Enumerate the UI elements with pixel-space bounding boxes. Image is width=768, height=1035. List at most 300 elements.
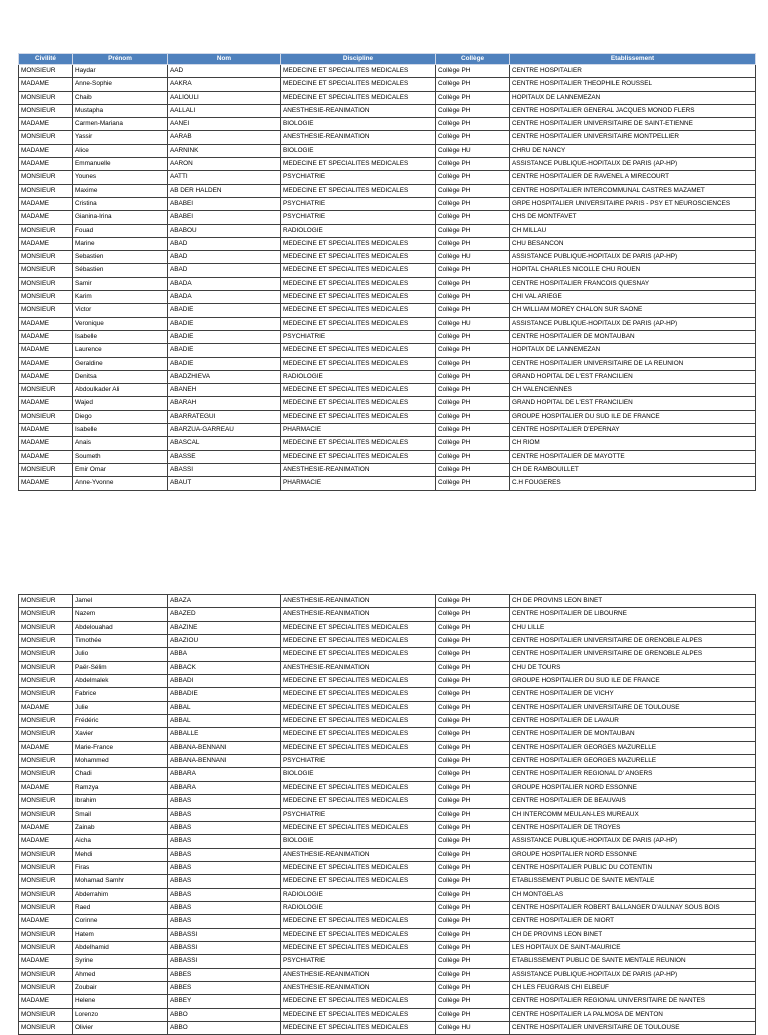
college-cell: Collège PH [436,755,510,768]
discipline-cell: RADIOLOGIE [281,370,436,383]
etablissement-cell: CH DE PROVINS LEON BINET [510,595,756,608]
nom-cell: AB DER HALDEN [168,184,281,197]
discipline-cell: PSYCHIATRIE [281,330,436,343]
civilite-cell: MADAME [19,835,73,848]
prenom-cell: Maxime [73,184,168,197]
nom-cell: ABAZA [168,595,281,608]
nom-cell: AATTI [168,171,281,184]
civilite-cell: MONSIEUR [19,595,73,608]
nom-cell: ABBO [168,1008,281,1021]
nom-cell: ABBA [168,648,281,661]
nom-cell: ABARAH [168,397,281,410]
prenom-cell: Anne-Sophie [73,78,168,91]
nom-cell: ABASCAL [168,437,281,450]
civilite-cell: MADAME [19,370,73,383]
prenom-cell: Isabelle [73,424,168,437]
table-row [19,848,756,861]
college-cell: Collège PH [436,901,510,914]
prenom-cell: Geraldine [73,357,168,370]
etablissement-cell: GROUPE HOSPITALIER DU SUD ILE DE FRANCE [510,675,756,688]
discipline-cell: ANESTHESIE-REANIMATION [281,104,436,117]
table-row [19,357,756,370]
nom-cell: AAD [168,65,281,78]
civilite-cell: MONSIEUR [19,277,73,290]
discipline-cell: MEDECINE ET SPECIALITES MEDICALES [281,648,436,661]
table-row [19,397,756,410]
discipline-cell: ANESTHESIE-REANIMATION [281,595,436,608]
table-row [19,835,756,848]
discipline-cell: ANESTHESIE-REANIMATION [281,661,436,674]
prenom-cell: Denitsa [73,370,168,383]
discipline-cell: BIOLOGIE [281,118,436,131]
etablissement-cell: CENTRE HOSPITALIER GEORGES MAZURELLE [510,755,756,768]
civilite-cell: MONSIEUR [19,981,73,994]
etablissement-cell: CH INTERCOMM MEULAN-LES MUREAUX [510,808,756,821]
college-cell: Collège PH [436,397,510,410]
college-cell: Collège PH [436,915,510,928]
civilite-cell: MONSIEUR [19,648,73,661]
etablissement-cell: CENTRE HOSPITALIER DE MONTAUBAN [510,330,756,343]
etablissement-cell: CENTRE HOSPITALIER PUBLIC DU COTENTIN [510,861,756,874]
college-cell: Collège PH [436,795,510,808]
nom-cell: ABBES [168,968,281,981]
nom-cell: ABBANA-BENNANI [168,755,281,768]
etablissement-cell: CENTRE HOSPITALIER DE TROYES [510,821,756,834]
civilite-cell: MONSIEUR [19,901,73,914]
college-cell: Collège PH [436,981,510,994]
civilite-cell: MONSIEUR [19,224,73,237]
nom-cell: ABBADI [168,675,281,688]
prenom-cell: Anais [73,437,168,450]
civilite-cell: MONSIEUR [19,928,73,941]
table-row [19,304,756,317]
college-cell: Collège PH [436,78,510,91]
etablissement-cell: CH RIOM [510,437,756,450]
civilite-cell: MONSIEUR [19,251,73,264]
nom-cell: ABBARA [168,768,281,781]
table-row [19,768,756,781]
etablissement-cell: ASSISTANCE PUBLIQUE-HOPITAUX DE PARIS (AP-HP) [510,835,756,848]
prenom-cell: Fabrice [73,688,168,701]
nom-cell: ABADA [168,277,281,290]
etablissement-cell: CENTRE HOSPITALIER REGIONAL UNIVERSITAIRE DE NANTES [510,995,756,1008]
table-row [19,65,756,78]
nom-cell: ABBADIE [168,688,281,701]
civilite-cell: MADAME [19,915,73,928]
prenom-cell: Abdelmalek [73,675,168,688]
prenom-cell: Younes [73,171,168,184]
prenom-cell: Mohammed [73,755,168,768]
prenom-cell: Isabelle [73,330,168,343]
nom-cell: ABBACK [168,661,281,674]
discipline-cell: MEDECINE ET SPECIALITES MEDICALES [281,941,436,954]
etablissement-cell: CENTRE HOSPITALIER FRANCOIS QUESNAY [510,277,756,290]
prenom-cell: Mustapha [73,104,168,117]
discipline-cell: MEDECINE ET SPECIALITES MEDICALES [281,1008,436,1021]
table-row [19,158,756,171]
civilite-cell: MONSIEUR [19,848,73,861]
table-row [19,808,756,821]
discipline-cell: PSYCHIATRIE [281,197,436,210]
etablissement-cell: CENTRE HOSPITALIER DE LIBOURNE [510,608,756,621]
nom-cell: ABAD [168,237,281,250]
civilite-cell: MADAME [19,78,73,91]
discipline-cell: ANESTHESIE-REANIMATION [281,608,436,621]
etablissement-cell: ETABLISSEMENT PUBLIC DE SANTE MENTALE REUNION [510,955,756,968]
nom-cell: ABASSE [168,450,281,463]
etablissement-cell: C.H FOUGERES [510,477,756,490]
header-etablissement: Etablissement [510,54,756,65]
college-cell: Collège PH [436,184,510,197]
nom-cell: ABADZHIEVA [168,370,281,383]
prenom-cell: Sébastien [73,264,168,277]
nom-cell: ABADIE [168,330,281,343]
college-cell: Collège PH [436,330,510,343]
table-row [19,821,756,834]
nom-cell: AARAB [168,131,281,144]
prenom-cell: Abdoulkader Ali [73,384,168,397]
table-row [19,251,756,264]
prenom-cell: Marine [73,237,168,250]
etablissement-cell: HOPITAUX DE LANNEMEZAN [510,344,756,357]
table-row [19,621,756,634]
college-cell: Collège PH [436,875,510,888]
table-row [19,344,756,357]
table-row [19,224,756,237]
table-row [19,131,756,144]
nom-cell: AALIOULI [168,91,281,104]
etablissement-cell: CENTRE HOSPITALIER UNIVERSITAIRE DE GRENOBLE ALPES [510,635,756,648]
prenom-cell: Alice [73,144,168,157]
civilite-cell: MADAME [19,237,73,250]
etablissement-cell: HOPITAL CHARLES NICOLLE CHU ROUEN [510,264,756,277]
civilite-cell: MONSIEUR [19,795,73,808]
table-row [19,915,756,928]
nom-cell: ABADIE [168,357,281,370]
college-cell: Collège PH [436,158,510,171]
table-row [19,675,756,688]
civilite-cell: MADAME [19,477,73,490]
civilite-cell: MONSIEUR [19,888,73,901]
nom-cell: ABABEI [168,197,281,210]
civilite-cell: MONSIEUR [19,171,73,184]
civilite-cell: MADAME [19,158,73,171]
discipline-cell: MEDECINE ET SPECIALITES MEDICALES [281,728,436,741]
college-cell: Collège PH [436,211,510,224]
table-row [19,264,756,277]
etablissement-cell: CENTRE HOSPITALIER ROBERT BALLANGER D'AULNAY SOUS BOIS [510,901,756,914]
discipline-cell: MEDECINE ET SPECIALITES MEDICALES [281,317,436,330]
discipline-cell: MEDECINE ET SPECIALITES MEDICALES [281,277,436,290]
etablissement-cell: ASSISTANCE PUBLIQUE-HOPITAUX DE PARIS (AP-HP) [510,251,756,264]
nom-cell: ABBASSI [168,941,281,954]
nom-cell: ABADIE [168,344,281,357]
college-cell: Collège PH [436,835,510,848]
nom-cell: ABANEH [168,384,281,397]
discipline-cell: PSYCHIATRIE [281,171,436,184]
college-cell: Collège PH [436,768,510,781]
table-body-2 [19,595,756,1035]
discipline-cell: BIOLOGIE [281,144,436,157]
table-row [19,91,756,104]
discipline-cell: RADIOLOGIE [281,224,436,237]
discipline-cell: MEDECINE ET SPECIALITES MEDICALES [281,437,436,450]
prenom-cell: Chadi [73,768,168,781]
etablissement-cell: CENTRE HOSPITALIER GENERAL JACQUES MONOD FLERS [510,104,756,117]
prenom-cell: Anne-Yvonne [73,477,168,490]
etablissement-cell: CENTRE HOSPITALIER DE MAYOTTE [510,450,756,463]
college-cell: Collège PH [436,224,510,237]
discipline-cell: MEDECINE ET SPECIALITES MEDICALES [281,635,436,648]
civilite-cell: MADAME [19,450,73,463]
college-cell: Collège PH [436,344,510,357]
discipline-cell: RADIOLOGIE [281,901,436,914]
nom-cell: ABBEY [168,995,281,1008]
prenom-cell: Diego [73,410,168,423]
prenom-cell: Syrine [73,955,168,968]
etablissement-cell: ASSISTANCE PUBLIQUE-HOPITAUX DE PARIS (AP-HP) [510,317,756,330]
college-cell: Collège PH [436,237,510,250]
table-row [19,78,756,91]
discipline-cell: MEDECINE ET SPECIALITES MEDICALES [281,1022,436,1035]
prenom-cell: Abderrahim [73,888,168,901]
civilite-cell: MADAME [19,357,73,370]
prenom-cell: Xavier [73,728,168,741]
college-cell: Collège PH [436,304,510,317]
discipline-cell: ANESTHESIE-REANIMATION [281,848,436,861]
table-row [19,370,756,383]
table-row [19,955,756,968]
civilite-cell: MONSIEUR [19,968,73,981]
discipline-cell: MEDECINE ET SPECIALITES MEDICALES [281,875,436,888]
prenom-cell: Carmen-Mariana [73,118,168,131]
etablissement-cell: CH DE PROVINS LEON BINET [510,928,756,941]
table-row [19,184,756,197]
table-row [19,688,756,701]
discipline-cell: MEDECINE ET SPECIALITES MEDICALES [281,78,436,91]
etablissement-cell: GROUPE HOSPITALIER NORD ESSONNE [510,781,756,794]
nom-cell: ABBANA-BENNANI [168,741,281,754]
etablissement-cell: CHS DE MONTFAVET [510,211,756,224]
civilite-cell: MONSIEUR [19,715,73,728]
discipline-cell: MEDECINE ET SPECIALITES MEDICALES [281,304,436,317]
table-row [19,144,756,157]
table-row [19,755,756,768]
nom-cell: ABAZINE [168,621,281,634]
discipline-cell: MEDECINE ET SPECIALITES MEDICALES [281,291,436,304]
etablissement-cell: GRAND HOPITAL DE L'EST FRANCILIEN [510,370,756,383]
etablissement-cell: CENTRE HOSPITALIER DE RAVENEL A MIRECOURT [510,171,756,184]
civilite-cell: MADAME [19,955,73,968]
prenom-cell: Paër-Sélim [73,661,168,674]
prenom-cell: Aicha [73,835,168,848]
etablissement-cell: CH WILLIAM MOREY CHALON SUR SAONE [510,304,756,317]
discipline-cell: MEDECINE ET SPECIALITES MEDICALES [281,158,436,171]
table-row [19,450,756,463]
college-cell: Collège PH [436,821,510,834]
table-row [19,197,756,210]
etablissement-cell: GRPE HOSPITALIER UNIVERSITAIRE PARIS - PSY ET NEUROSCIENCES [510,197,756,210]
civilite-cell: MADAME [19,781,73,794]
nom-cell: ABADA [168,291,281,304]
discipline-cell: PSYCHIATRIE [281,211,436,224]
discipline-cell: RADIOLOGIE [281,888,436,901]
prenom-cell: Marie-France [73,741,168,754]
prenom-cell: Timothée [73,635,168,648]
table-row [19,104,756,117]
college-cell: Collège PH [436,357,510,370]
discipline-cell: MEDECINE ET SPECIALITES MEDICALES [281,65,436,78]
table-row [19,901,756,914]
prenom-cell: Emmanuelle [73,158,168,171]
nom-cell: ABBASSI [168,955,281,968]
header-nom: Nom [168,54,281,65]
college-cell: Collège PH [436,370,510,383]
college-cell: Collège PH [436,861,510,874]
etablissement-cell: CENTRE HOSPITALIER UNIVERSITAIRE DE LA REUNION [510,357,756,370]
etablissement-cell: CENTRE HOSPITALIER THEOPHILE ROUSSEL [510,78,756,91]
etablissement-cell: CENTRE HOSPITALIER UNIVERSITAIRE DE TOULOUSE [510,1022,756,1035]
etablissement-cell: CENTRE HOSPITALIER GEORGES MAZURELLE [510,741,756,754]
nom-cell: ABBAS [168,808,281,821]
table-row [19,781,756,794]
nom-cell: ABBAS [168,888,281,901]
prenom-cell: Fouad [73,224,168,237]
table-row [19,648,756,661]
table-row [19,463,756,476]
college-cell: Collège PH [436,941,510,954]
civilite-cell: MONSIEUR [19,264,73,277]
table-row [19,888,756,901]
table-row [19,941,756,954]
prenom-cell: Olivier [73,1022,168,1035]
etablissement-cell: CENTRE HOSPITALIER UNIVERSITAIRE DE TOULOUSE [510,701,756,714]
etablissement-cell: LES HOPITAUX DE SAINT-MAURICE [510,941,756,954]
table-row [19,661,756,674]
etablissement-cell: CHU BESANCON [510,237,756,250]
college-cell: Collège HU [436,144,510,157]
civilite-cell: MADAME [19,437,73,450]
civilite-cell: MADAME [19,144,73,157]
prenom-cell: Frédéric [73,715,168,728]
civilite-cell: MADAME [19,317,73,330]
college-cell: Collège PH [436,291,510,304]
civilite-cell: MONSIEUR [19,1008,73,1021]
prenom-cell: Gianina-Irina [73,211,168,224]
table-row [19,701,756,714]
table-row [19,928,756,941]
table-row [19,875,756,888]
nom-cell: AARNINK [168,144,281,157]
prenom-cell: Firas [73,861,168,874]
table-row [19,237,756,250]
civilite-cell: MONSIEUR [19,410,73,423]
discipline-cell: PHARMACIE [281,477,436,490]
nom-cell: AANEI [168,118,281,131]
nom-cell: ABABOU [168,224,281,237]
table-row [19,728,756,741]
college-cell: Collège PH [436,928,510,941]
nom-cell: ABASSI [168,463,281,476]
nom-cell: ABARRATEGUI [168,410,281,423]
etablissement-cell: CENTRE HOSPITALIER UNIVERSITAIRE MONTPELLIER [510,131,756,144]
etablissement-cell: GRAND HOPITAL DE L'EST FRANCILIEN [510,397,756,410]
college-cell: Collège PH [436,781,510,794]
discipline-cell: MEDECINE ET SPECIALITES MEDICALES [281,741,436,754]
header-prenom: Prénom [73,54,168,65]
nom-cell: ABADIE [168,304,281,317]
table-row [19,861,756,874]
discipline-cell: MEDECINE ET SPECIALITES MEDICALES [281,237,436,250]
college-cell: Collège PH [436,118,510,131]
discipline-cell: MEDECINE ET SPECIALITES MEDICALES [281,995,436,1008]
etablissement-cell: CHRU DE NANCY [510,144,756,157]
etablissement-cell: CENTRE HOSPITALIER [510,65,756,78]
college-cell: Collège PH [436,955,510,968]
civilite-cell: MADAME [19,995,73,1008]
table-row [19,277,756,290]
prenom-cell: Abdelouahad [73,621,168,634]
nom-cell: ABBAS [168,848,281,861]
etablissement-cell: CENTRE HOSPITALIER D'EPERNAY [510,424,756,437]
nom-cell: AARON [168,158,281,171]
college-cell: Collège PH [436,264,510,277]
college-cell: Collège PH [436,1008,510,1021]
discipline-cell: MEDECINE ET SPECIALITES MEDICALES [281,397,436,410]
nom-cell: ABBAS [168,875,281,888]
prenom-cell: Karim [73,291,168,304]
nom-cell: ABBAS [168,795,281,808]
prenom-cell: Ramzya [73,781,168,794]
discipline-cell: MEDECINE ET SPECIALITES MEDICALES [281,450,436,463]
etablissement-cell: ASSISTANCE PUBLIQUE-HOPITAUX DE PARIS (AP-HP) [510,158,756,171]
discipline-cell: ANESTHESIE-REANIMATION [281,968,436,981]
table-header [19,54,756,65]
etablissement-cell: CHU LILLE [510,621,756,634]
college-cell: Collège PH [436,715,510,728]
nom-cell: ABBAS [168,861,281,874]
nom-cell: ABBASSI [168,928,281,941]
prenom-cell: Jamel [73,595,168,608]
table-row [19,211,756,224]
college-cell: Collège PH [436,888,510,901]
header-civilite: Civilité [19,54,73,65]
college-cell: Collège PH [436,688,510,701]
prenom-cell: Wajed [73,397,168,410]
college-cell: Collège PH [436,701,510,714]
civilite-cell: MONSIEUR [19,635,73,648]
discipline-cell: MEDECINE ET SPECIALITES MEDICALES [281,357,436,370]
civilite-cell: MADAME [19,344,73,357]
nom-cell: ABBAS [168,835,281,848]
prenom-cell: Corinne [73,915,168,928]
discipline-cell: MEDECINE ET SPECIALITES MEDICALES [281,344,436,357]
college-cell: Collège PH [436,741,510,754]
college-cell: Collège PH [436,635,510,648]
prenom-cell: Zoubair [73,981,168,994]
discipline-cell: BIOLOGIE [281,768,436,781]
prenom-cell: Haydar [73,65,168,78]
prenom-cell: Abdelhamid [73,941,168,954]
discipline-cell: MEDECINE ET SPECIALITES MEDICALES [281,264,436,277]
discipline-cell: MEDECINE ET SPECIALITES MEDICALES [281,184,436,197]
nom-cell: ABADIE [168,317,281,330]
college-cell: Collège PH [436,104,510,117]
civilite-cell: MONSIEUR [19,875,73,888]
etablissement-cell: CH LES FEUGRAIS CHI ELBEUF [510,981,756,994]
civilite-cell: MONSIEUR [19,661,73,674]
discipline-cell: PHARMACIE [281,424,436,437]
